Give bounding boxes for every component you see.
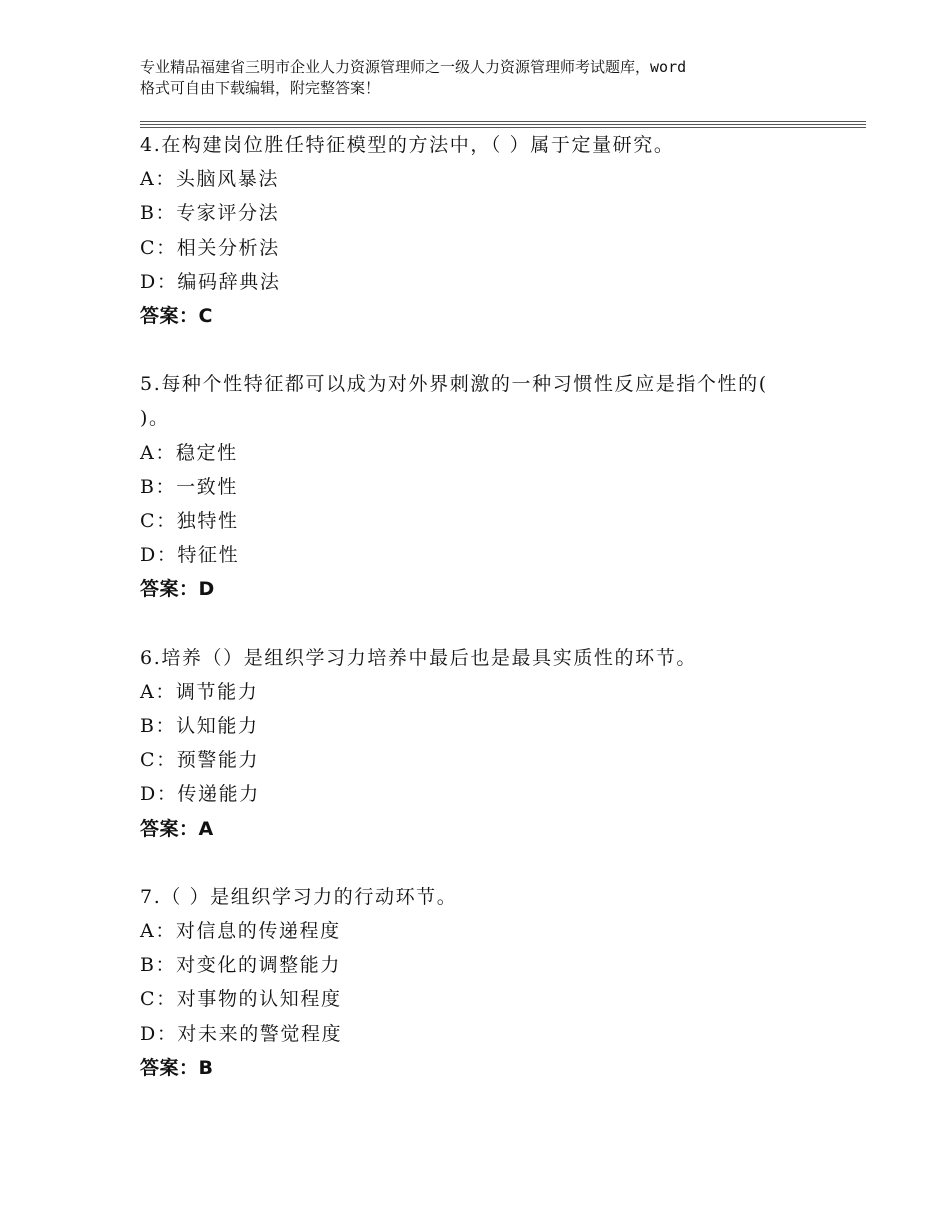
header-line-1: 专业精品福建省三明市企业人力资源管理师之一级人力资源管理师考试题库，word bbox=[140, 58, 687, 76]
answer-label: 答案：A bbox=[140, 817, 214, 840]
question-stem-continued: )。 bbox=[140, 407, 170, 430]
option-c: C：独特性 bbox=[140, 510, 239, 533]
option-d: D：特征性 bbox=[140, 544, 240, 567]
answer-label: 答案：B bbox=[140, 1056, 214, 1079]
question-list bbox=[140, 128, 820, 1085]
question-stem: 4.在构建岗位胜任特征模型的方法中，（ ）属于定量研究。 bbox=[140, 134, 675, 156]
question-4 bbox=[140, 128, 820, 333]
option-c: C：相关分析法 bbox=[140, 236, 280, 259]
option-c: C：预警能力 bbox=[140, 749, 260, 772]
option-d: D：传递能力 bbox=[140, 783, 260, 806]
option-d: D：编码辞典法 bbox=[140, 270, 281, 293]
header-line-2: 格式可自由下载编辑，附完整答案！ bbox=[140, 79, 381, 97]
header-divider-2 bbox=[140, 124, 866, 125]
question-stem: 6.培养（）是组织学习力培养中最后也是最具实质性的环节。 bbox=[140, 646, 697, 669]
question-7 bbox=[140, 880, 820, 1085]
question-stem: 5.每种个性特征都可以成为对外界刺激的一种习惯性反应是指个性的( bbox=[140, 373, 768, 396]
answer-label: 答案：D bbox=[140, 578, 215, 601]
header-divider-1 bbox=[140, 121, 866, 122]
option-a: A：稳定性 bbox=[140, 441, 238, 464]
option-b: B：一致性 bbox=[140, 475, 238, 498]
option-b: B：专家评分法 bbox=[140, 202, 280, 225]
option-d: D：对未来的警觉程度 bbox=[140, 1022, 343, 1045]
question-stem: 7.（ ）是组织学习力的行动环节。 bbox=[140, 885, 458, 908]
option-c: C：对事物的认知程度 bbox=[140, 988, 342, 1011]
option-b: B：对变化的调整能力 bbox=[140, 954, 341, 977]
option-a: A：调节能力 bbox=[140, 680, 259, 703]
question-6 bbox=[140, 641, 820, 846]
option-a: A：对信息的传递程度 bbox=[140, 920, 341, 943]
answer-label: 答案：C bbox=[140, 305, 213, 328]
option-a: A：头脑风暴法 bbox=[140, 168, 279, 191]
option-b: B：认知能力 bbox=[140, 715, 259, 738]
document-header bbox=[140, 57, 830, 99]
question-5 bbox=[140, 367, 820, 606]
